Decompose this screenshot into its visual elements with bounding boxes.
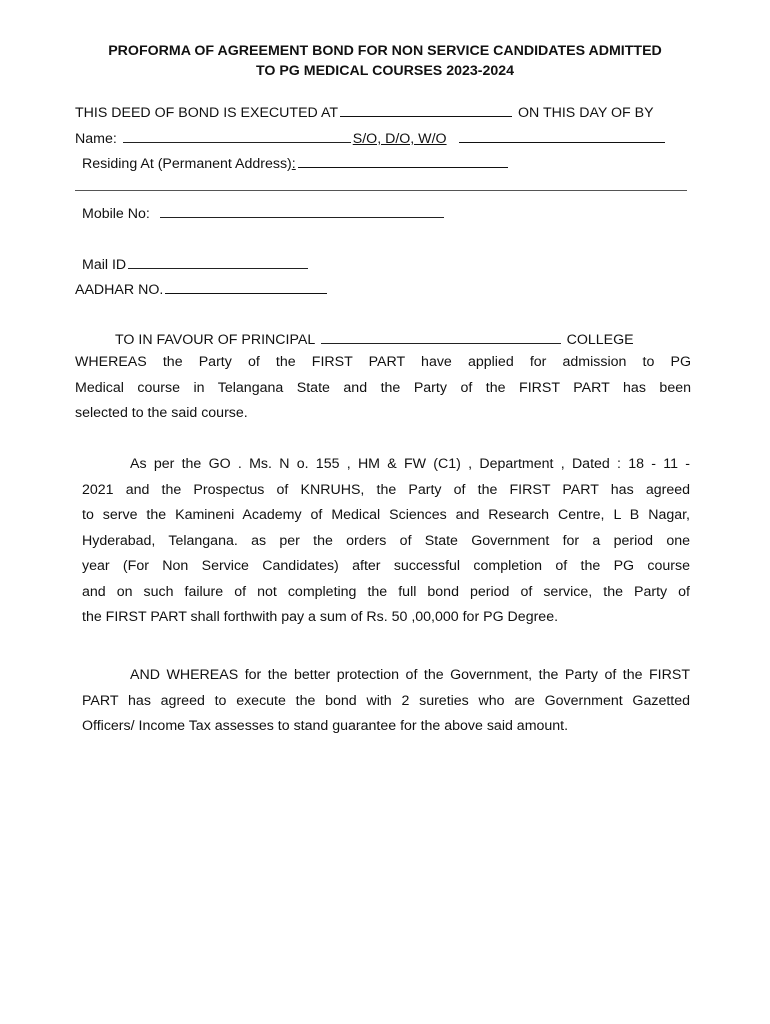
go-line-3: to serve the Kamineni Academy of Medical Sciences and Research Centre, L B Nagar, — [82, 507, 690, 523]
aadhar-label: AADHAR NO. — [75, 282, 164, 298]
principal-college-field[interactable] — [321, 329, 561, 344]
and-whereas-line-1: AND WHEREAS for the better protection of the Government, the Party of the FIRST — [130, 667, 690, 683]
address-field[interactable] — [298, 153, 508, 168]
and-whereas-line-2: PART has agreed to execute the bond with 2 sureties who are Government Gazetted — [82, 692, 690, 709]
go-line-2: 2021 and the Prospectus of KNRUHS, the Party of the FIRST PART has agreed — [82, 481, 690, 498]
whereas-line-2: Medical course in Telangana State and the Party of the FIRST PART has been — [75, 379, 691, 396]
mobile-field[interactable] — [160, 203, 444, 218]
whereas-line-1: WHEREAS the Party of the FIRST PART have applied for admission to PG — [75, 354, 691, 370]
go-line-7: the FIRST PART shall forthwith pay a sum of Rs. 50 ,00,000 for PG Degree. — [82, 609, 559, 625]
aadhar-line — [75, 279, 329, 299]
deed-suffix: ON THIS DAY OF BY — [517, 105, 654, 121]
name-field[interactable] — [123, 128, 351, 143]
mail-field[interactable] — [128, 254, 308, 269]
go-line-5: year (For Non Service Candidates) after successful completion of the PG course — [82, 558, 690, 574]
whereas-line-3: selected to the said course. — [75, 405, 248, 421]
document-title-line-1: PROFORMA OF AGREEMENT BOND FOR NON SERVICE CANDIDATES ADMITTED — [108, 43, 662, 59]
relation-name-field[interactable] — [459, 128, 665, 143]
document-title-line-2: TO PG MEDICAL COURSES 2023-2024 — [255, 63, 515, 79]
executed-at-field[interactable] — [340, 102, 512, 117]
favour-prefix: TO IN FAVOUR OF PRINCIPAL — [115, 332, 315, 348]
relation-label: S/O, D/O, W/O — [352, 131, 447, 147]
go-line-4: Hyderabad, Telangana. as per the orders of State Government for a period one — [82, 532, 690, 549]
favour-suffix: COLLEGE — [566, 332, 634, 348]
go-line-1: As per the GO . Ms. N o. 155 , HM & FW (C1) , Department , Dated : 18 - 11 - — [130, 456, 690, 472]
and-whereas-line-3: Officers/ Income Tax assesses to stand guarantee for the above said amount. — [82, 718, 569, 734]
address-line — [82, 153, 510, 173]
mail-line — [82, 254, 310, 274]
whereas-paragraph — [75, 350, 691, 427]
favour-line — [115, 329, 634, 349]
go-paragraph — [82, 452, 690, 631]
go-line-6: and on such failure of not completing the full bond period of service, the Party of — [82, 583, 690, 600]
mobile-line — [82, 203, 446, 223]
address-continuation-field[interactable] — [75, 190, 687, 191]
deed-line — [75, 102, 654, 122]
aadhar-field[interactable] — [165, 279, 327, 294]
mobile-label: Mobile No: — [82, 206, 150, 222]
and-whereas-paragraph — [82, 663, 690, 740]
address-colon: : — [291, 156, 296, 172]
name-label: Name: — [75, 131, 117, 147]
deed-prefix: THIS DEED OF BOND IS EXECUTED AT — [75, 105, 339, 121]
address-label: Residing At (Permanent Address) — [82, 156, 292, 172]
mail-label: Mail ID — [82, 257, 127, 273]
name-line — [75, 128, 667, 148]
